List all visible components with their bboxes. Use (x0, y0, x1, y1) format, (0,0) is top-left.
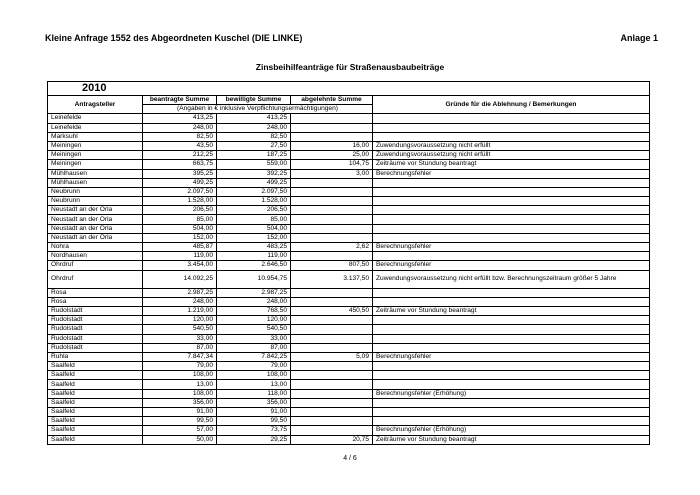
cell-rejected (291, 288, 373, 297)
cell-reason (373, 343, 650, 352)
cell-approved: 33,00 (217, 334, 291, 343)
cell-reason: Berechnungsfehler (373, 243, 650, 252)
cell-rejected (291, 316, 373, 325)
cell-rejected (291, 371, 373, 380)
cell-requested: 50,00 (143, 435, 217, 444)
cell-requested: 504,00 (143, 224, 217, 233)
cell-approved: 7.842,25 (217, 352, 291, 361)
cell-requested: 413,25 (143, 114, 217, 123)
cell-approved: 118,00 (217, 389, 291, 398)
cell-rejected (291, 123, 373, 132)
cell-reason: Berechnungsfehler (373, 352, 650, 361)
cell-rejected (291, 224, 373, 233)
table-row (48, 224, 650, 233)
col-rejected: abgelehnte Summe (291, 96, 373, 105)
cell-requested: 356,00 (143, 398, 217, 407)
cell-rejected (291, 297, 373, 306)
cell-rejected (291, 252, 373, 261)
cell-applicant: Rudolstadt (48, 306, 143, 315)
cell-requested: 85,00 (143, 215, 217, 224)
cell-reason (373, 380, 650, 389)
cell-reason (373, 408, 650, 417)
cell-rejected (291, 325, 373, 334)
cell-applicant: Ruhla (48, 352, 143, 361)
cell-requested: 663,75 (143, 160, 217, 169)
cell-approved: 392,25 (217, 169, 291, 178)
cell-approved: 2.097,50 (217, 187, 291, 196)
table-row (48, 160, 650, 169)
cell-requested: 87,00 (143, 343, 217, 352)
cell-approved: 10.954,75 (217, 270, 291, 288)
year-label: 2010 (82, 82, 107, 94)
table-row (48, 141, 650, 150)
cell-approved: 499,25 (217, 178, 291, 187)
cell-requested: 1.528,00 (143, 197, 217, 206)
cell-reason: Zeiträume vor Stundung beantragt (373, 435, 650, 444)
cell-reason: Zeiträume vor Stundung beantragt (373, 160, 650, 169)
table-row (48, 132, 650, 141)
cell-approved: 559,00 (217, 160, 291, 169)
cell-approved: 1.528,00 (217, 197, 291, 206)
table-row (48, 243, 650, 252)
cell-requested: 43,50 (143, 141, 217, 150)
cell-applicant: Meiningen (48, 141, 143, 150)
cell-applicant: Mühlhausen (48, 178, 143, 187)
cell-requested: 212,25 (143, 151, 217, 160)
cell-rejected (291, 178, 373, 187)
table-row (48, 187, 650, 196)
cell-reason: Zeiträume vor Stundung beantragt (373, 306, 650, 315)
cell-reason (373, 252, 650, 261)
table-row (48, 334, 650, 343)
cell-applicant: Rudolstadt (48, 334, 143, 343)
cell-applicant: Ohrdruf (48, 270, 143, 288)
table-row (48, 288, 650, 297)
page-number: 4 / 6 (343, 455, 357, 462)
cell-requested: 152,00 (143, 233, 217, 242)
cell-approved: 483,25 (217, 243, 291, 252)
cell-approved: 73,75 (217, 426, 291, 435)
cell-applicant: Nordhausen (48, 252, 143, 261)
cell-approved: 27,50 (217, 141, 291, 150)
cell-reason (373, 123, 650, 132)
cell-requested: 248,00 (143, 123, 217, 132)
cell-approved: 85,00 (217, 215, 291, 224)
table-row (48, 197, 650, 206)
cell-approved: 91,00 (217, 408, 291, 417)
cell-requested: 499,25 (143, 178, 217, 187)
cell-approved: 13,00 (217, 380, 291, 389)
cell-reason: Berechnungsfehler (Erhöhung) (373, 389, 650, 398)
cell-requested: 33,00 (143, 334, 217, 343)
cell-applicant: Marksuhl (48, 132, 143, 141)
table-row (48, 325, 650, 334)
table-row (48, 297, 650, 306)
cell-approved: 540,50 (217, 325, 291, 334)
cell-rejected (291, 233, 373, 242)
year-header (47, 81, 650, 95)
col-approved: bewilligte Summe (217, 96, 291, 105)
cell-rejected (291, 215, 373, 224)
cell-reason (373, 334, 650, 343)
cell-applicant: Rosa (48, 288, 143, 297)
cell-reason: Berechnungsfehler (373, 261, 650, 270)
grants-table (47, 95, 650, 445)
cell-approved: 187,25 (217, 151, 291, 160)
cell-rejected (291, 362, 373, 371)
cell-reason (373, 215, 650, 224)
cell-requested: 99,50 (143, 417, 217, 426)
cell-approved: 152,00 (217, 233, 291, 242)
table-subtitle: Zinsbeihilfeanträge für Straßenausbaubeiträge (255, 62, 445, 72)
table-row (48, 306, 650, 315)
cell-approved: 120,00 (217, 316, 291, 325)
cell-requested: 395,25 (143, 169, 217, 178)
cell-reason (373, 288, 650, 297)
cell-approved: 248,00 (217, 123, 291, 132)
cell-applicant: Neubrunn (48, 187, 143, 196)
col-requested: beantragte Summe (143, 96, 217, 105)
cell-requested: 57,00 (143, 426, 217, 435)
cell-approved: 2.987,25 (217, 288, 291, 297)
cell-requested: 1.219,00 (143, 306, 217, 315)
unit-note: (Angaben in € inklusive Verpflichtungsermächtigungen) (143, 105, 373, 114)
cell-applicant: Meiningen (48, 151, 143, 160)
cell-approved: 99,50 (217, 417, 291, 426)
table-body (48, 114, 650, 444)
cell-rejected (291, 206, 373, 215)
cell-requested: 91,00 (143, 408, 217, 417)
cell-applicant: Saalfeld (48, 408, 143, 417)
cell-applicant: Rosa (48, 297, 143, 306)
table-row (48, 343, 650, 352)
cell-reason (373, 398, 650, 407)
cell-approved: 82,50 (217, 132, 291, 141)
cell-applicant: Leinefelde (48, 114, 143, 123)
cell-requested: 13,00 (143, 380, 217, 389)
cell-reason: Zuwendungsvoraussetzung nicht erfüllt (373, 141, 650, 150)
document-title: Kleine Anfrage 1552 des Abgeordneten Kuschel (DIE LINKE) (45, 33, 303, 43)
cell-requested: 3.454,00 (143, 261, 217, 270)
cell-applicant: Nohra (48, 243, 143, 252)
cell-rejected: 25,00 (291, 151, 373, 160)
attachment-label: Anlage 1 (620, 33, 658, 43)
cell-applicant: Mühlhausen (48, 169, 143, 178)
cell-applicant: Neubrunn (48, 197, 143, 206)
cell-rejected (291, 114, 373, 123)
cell-reason (373, 417, 650, 426)
cell-applicant: Neustadt an der Orla (48, 233, 143, 242)
table-row (48, 261, 650, 270)
cell-rejected (291, 417, 373, 426)
cell-rejected: 104,75 (291, 160, 373, 169)
cell-reason (373, 197, 650, 206)
cell-requested: 79,00 (143, 362, 217, 371)
cell-reason (373, 362, 650, 371)
table-row (48, 169, 650, 178)
cell-applicant: Saalfeld (48, 389, 143, 398)
cell-requested: 108,00 (143, 389, 217, 398)
table-row (48, 215, 650, 224)
table-row (48, 408, 650, 417)
cell-reason (373, 316, 650, 325)
cell-requested: 7.847,34 (143, 352, 217, 361)
cell-requested: 119,00 (143, 252, 217, 261)
cell-rejected (291, 187, 373, 196)
cell-rejected: 5,09 (291, 352, 373, 361)
cell-reason (373, 132, 650, 141)
cell-reason (373, 206, 650, 215)
cell-requested: 485,87 (143, 243, 217, 252)
cell-approved: 248,00 (217, 297, 291, 306)
cell-reason: Berechnungsfehler (Erhöhung) (373, 426, 650, 435)
cell-rejected: 16,00 (291, 141, 373, 150)
cell-approved: 108,00 (217, 371, 291, 380)
cell-applicant: Leinefelde (48, 123, 143, 132)
cell-approved: 768,50 (217, 306, 291, 315)
cell-applicant: Neustadt an der Orla (48, 215, 143, 224)
cell-rejected: 3,00 (291, 169, 373, 178)
cell-requested: 108,00 (143, 371, 217, 380)
cell-reason (373, 371, 650, 380)
cell-approved: 356,00 (217, 398, 291, 407)
cell-approved: 206,50 (217, 206, 291, 215)
cell-requested: 206,50 (143, 206, 217, 215)
cell-reason: Zuwendungsvoraussetzung nicht erfüllt (373, 151, 650, 160)
cell-applicant: Saalfeld (48, 417, 143, 426)
cell-applicant: Saalfeld (48, 398, 143, 407)
cell-rejected (291, 334, 373, 343)
table-row (48, 178, 650, 187)
cell-rejected (291, 398, 373, 407)
cell-reason (373, 297, 650, 306)
cell-approved: 119,00 (217, 252, 291, 261)
cell-approved: 504,00 (217, 224, 291, 233)
cell-reason (373, 178, 650, 187)
cell-rejected (291, 343, 373, 352)
cell-rejected (291, 380, 373, 389)
cell-reason (373, 325, 650, 334)
cell-rejected (291, 408, 373, 417)
table-row (48, 316, 650, 325)
table-row (48, 123, 650, 132)
cell-approved: 87,00 (217, 343, 291, 352)
cell-reason (373, 233, 650, 242)
cell-rejected: 3.137,50 (291, 270, 373, 288)
cell-requested: 82,50 (143, 132, 217, 141)
table-row (48, 252, 650, 261)
cell-rejected: 20,75 (291, 435, 373, 444)
table-row (48, 362, 650, 371)
cell-reason: Zuwendungsvoraussetzung nicht erfüllt bzw. Berechnungszeitraum größer 5 Jahre (373, 270, 650, 288)
col-applicant: Antragsteller (48, 96, 143, 114)
cell-requested: 540,50 (143, 325, 217, 334)
cell-applicant: Ohrdruf (48, 261, 143, 270)
cell-approved: 29,25 (217, 435, 291, 444)
cell-applicant: Meiningen (48, 160, 143, 169)
table-row (48, 352, 650, 361)
cell-applicant: Saalfeld (48, 380, 143, 389)
cell-approved: 2.646,50 (217, 261, 291, 270)
cell-applicant: Saalfeld (48, 426, 143, 435)
cell-applicant: Saalfeld (48, 362, 143, 371)
cell-requested: 2.987,25 (143, 288, 217, 297)
col-reasons: Gründe für die Ablehnung / Bemerkungen (373, 96, 650, 114)
table-row (48, 398, 650, 407)
cell-approved: 413,25 (217, 114, 291, 123)
cell-reason (373, 224, 650, 233)
cell-requested: 120,00 (143, 316, 217, 325)
table-row (48, 435, 650, 444)
cell-applicant: Saalfeld (48, 435, 143, 444)
cell-reason (373, 187, 650, 196)
cell-rejected: 807,50 (291, 261, 373, 270)
cell-applicant: Neustadt an der Orla (48, 206, 143, 215)
cell-applicant: Rudolstadt (48, 343, 143, 352)
table-row (48, 426, 650, 435)
cell-applicant: Rudolstadt (48, 316, 143, 325)
cell-rejected: 450,50 (291, 306, 373, 315)
table-row (48, 371, 650, 380)
table-row (48, 206, 650, 215)
cell-rejected (291, 197, 373, 206)
cell-applicant: Rudolstadt (48, 325, 143, 334)
cell-reason: Berechnungsfehler (373, 169, 650, 178)
cell-rejected (291, 132, 373, 141)
cell-rejected: 2,62 (291, 243, 373, 252)
table-row (48, 380, 650, 389)
table-row (48, 417, 650, 426)
table-row (48, 389, 650, 398)
cell-reason (373, 114, 650, 123)
cell-approved: 79,00 (217, 362, 291, 371)
cell-requested: 248,00 (143, 297, 217, 306)
cell-requested: 14.092,25 (143, 270, 217, 288)
table-row (48, 270, 650, 288)
cell-rejected (291, 389, 373, 398)
cell-rejected (291, 426, 373, 435)
table-row (48, 151, 650, 160)
cell-applicant: Neustadt an der Orla (48, 224, 143, 233)
cell-applicant: Saalfeld (48, 371, 143, 380)
table-row (48, 114, 650, 123)
cell-requested: 2.097,50 (143, 187, 217, 196)
table-row (48, 233, 650, 242)
